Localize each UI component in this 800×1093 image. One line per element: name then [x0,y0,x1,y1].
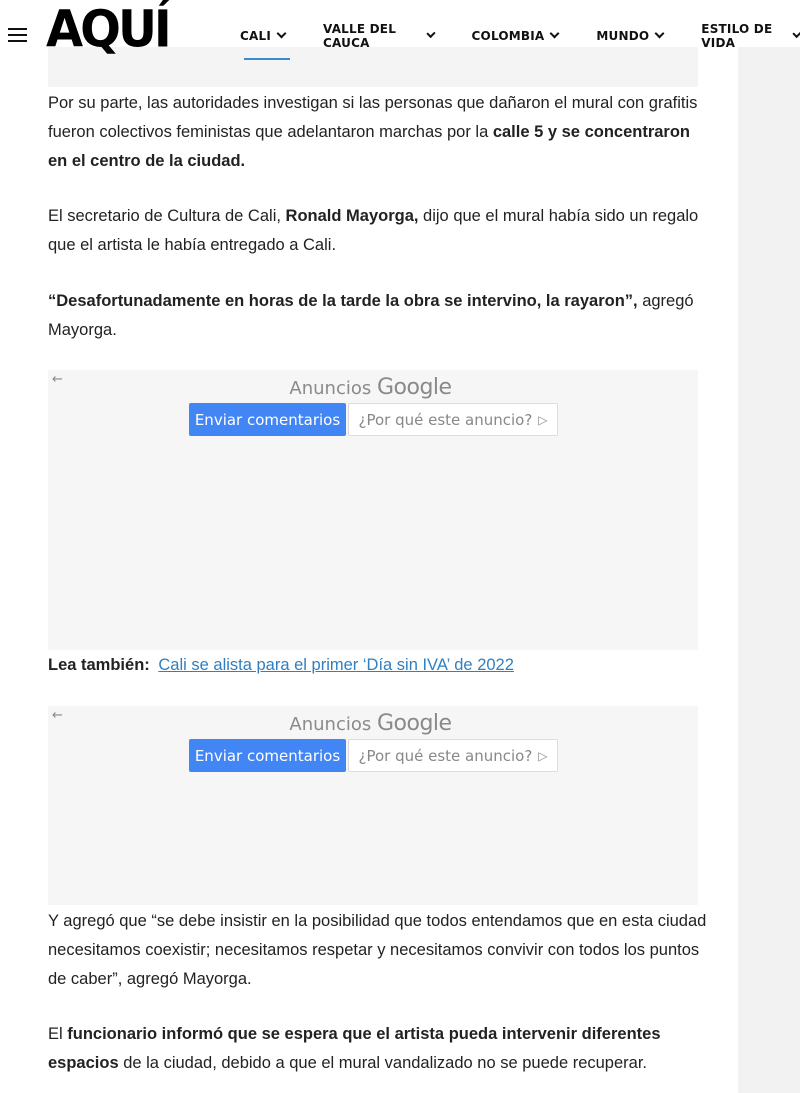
nav-label: MUNDO [596,28,650,43]
related-article [48,651,514,680]
chevron-down-icon [277,28,287,38]
paragraph-text: Por su parte, las autoridades investigan si las personas que dañaron el mural con grafitis fueron colectivos feministas que adelantaron marchas por la [48,94,698,141]
article-paragraph [48,202,708,260]
ad-title [48,711,693,736]
article-paragraph [48,907,708,994]
nav-label: CALI [240,28,272,43]
paragraph-text: El [48,1025,68,1043]
chevron-down-icon [792,28,800,37]
send-feedback-button[interactable] [189,403,346,436]
article-paragraph [48,1020,708,1078]
button-label: ¿Por qué este anuncio? [358,410,533,429]
nav-label: ESTILO DE VIDA [701,21,773,50]
related-article-link[interactable]: Cali se alista para el primer ‘Día sin IVA’ de 2022 [158,656,514,674]
button-label: ¿Por qué este anuncio? [358,746,533,765]
paragraph-text: de la ciudad, debido a que el mural vandalizado no se puede recuperar. [118,1054,647,1072]
site-logo[interactable] [46,0,169,68]
main-nav [220,0,800,50]
back-arrow-icon[interactable]: ← [52,372,63,387]
send-feedback-button[interactable] [189,739,346,772]
paragraph-text: agregó Mayorga. [48,292,694,339]
nav-item-mundo[interactable] [596,0,663,47]
ad-title-brand: Google [376,375,452,400]
google-ad-box [48,706,698,905]
related-label: Lea también: [48,656,150,674]
ad-title-brand: Google [376,711,452,736]
paragraph-text: El secretario de Cultura de Cali, [48,207,286,225]
paragraph-text: dijo que el mural había sido un regalo que el artista le había entregado a Cali. [48,207,699,254]
quote-bold-text: “Desafortunadamente en horas de la tarde la obra se intervino, la rayaron”, [48,292,638,310]
paragraph-bold-text: calle 5 y se concentraron en el centro de la ciudad. [48,123,691,170]
play-icon: ▷ [538,748,548,763]
chevron-down-icon [655,28,665,38]
paragraph-text: Y agregó que “se debe insistir en la posibilidad que todos entendamos que en esta ciudad necesitamos coexistir; necesitamos respetar y necesitamos convivir con todos los puntos de caber”, agregó Mayorga. [48,912,707,988]
paragraph-bold-text: funcionario informó que se espera que el artista pueda intervenir diferentes espacios [48,1025,661,1072]
nav-item-valle-del-cauca[interactable] [323,0,434,50]
paragraph-bold-text: Ronald Mayorga, [285,207,419,225]
button-label: Enviar comentarios [194,746,341,765]
nav-item-estilo-de-vida[interactable] [701,0,800,50]
why-this-ad-button[interactable] [348,403,558,436]
ad-title-prefix: Anuncios [289,378,377,399]
nav-item-cali[interactable] [240,0,285,47]
button-label: Enviar comentarios [194,410,341,429]
google-ad-box [48,370,698,650]
logo-text: AQUÍ [46,0,169,60]
why-this-ad-button[interactable] [348,739,558,772]
nav-item-colombia[interactable] [472,0,559,47]
chevron-down-icon [426,28,435,37]
menu-icon[interactable] [8,28,27,43]
article-paragraph [48,89,708,176]
ad-title-prefix: Anuncios [289,714,377,735]
nav-label: VALLE DEL CAUCA [323,21,397,50]
ad-title [48,375,693,400]
play-icon: ▷ [538,412,548,427]
article-quote [48,287,708,345]
nav-label: COLOMBIA [471,28,545,43]
back-arrow-icon[interactable]: ← [52,708,63,723]
chevron-down-icon [550,28,560,38]
